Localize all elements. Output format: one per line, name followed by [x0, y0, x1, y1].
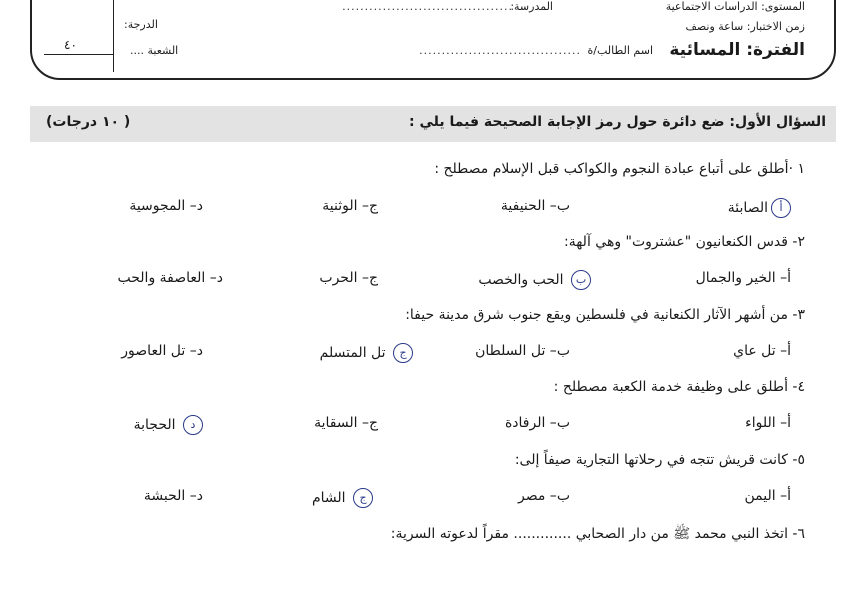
option-letter: د — [196, 198, 203, 214]
option-text: المجوسية — [129, 198, 186, 214]
option-letter: أ — [787, 488, 791, 504]
item-2-option-b — [478, 270, 591, 290]
section-label: الشعبة .... — [130, 44, 179, 57]
option-letter: د — [196, 488, 203, 504]
option-text: الرفادة — [504, 415, 546, 431]
item-1-stem: ١ ·أطلق على أتباع عبادة النجوم والكواكب قبل الإسلام مصطلح : — [434, 161, 805, 177]
option-letter: ب — [556, 488, 570, 504]
option-letter: د — [216, 270, 223, 286]
option-text: تل العاصور — [121, 343, 186, 359]
student-dots: .................................... — [419, 44, 581, 57]
grade-total: ٤٠ — [64, 38, 77, 52]
option-letter: ب — [556, 415, 570, 431]
item-2-option-c: ج– الحرب — [319, 270, 378, 286]
option-letter: ب — [556, 343, 570, 359]
item-5-option-c — [312, 488, 373, 508]
grade-divider — [44, 54, 114, 55]
item-3-option-a: أ– تل عاي — [733, 343, 791, 359]
grade-box — [44, 0, 114, 72]
option-text: اللواء — [745, 415, 776, 431]
option-letter: ج — [368, 198, 378, 214]
item-1-option-d: د– المجوسية — [129, 198, 203, 214]
item-4-option-c: ج– السقاية — [314, 415, 378, 431]
item-2-option-d: د– العاصفة والحب — [117, 270, 223, 286]
option-letter: أ — [787, 415, 791, 431]
option-text: الخير والجمال — [695, 270, 776, 286]
item-5-option-b: ب– مصر — [517, 488, 570, 504]
option-text: الحرب — [319, 270, 358, 286]
item-4-stem: ٤- أطلق على وظيفة خدمة الكعبة مصطلح : — [553, 379, 805, 395]
item-3-stem: ٣- من أشهر الآثار الكنعانية في فلسطين ويقع جنوب شرق مدينة حيفا: — [405, 307, 805, 323]
school-label: المدرسة: — [510, 0, 553, 13]
option-text: الوثنية — [322, 198, 358, 214]
option-text: الحجابة — [133, 417, 176, 433]
circled-letter: د — [183, 415, 203, 435]
option-text: الشام — [311, 490, 346, 506]
circled-letter: ب — [571, 270, 591, 290]
item-2-stem: ٢- قدس الكنعانيون "عشتروت" وهي آلهة: — [564, 234, 805, 250]
option-text: السقاية — [314, 415, 358, 431]
subject-label: المستوى: الدراسات الاجتماعية — [665, 0, 805, 13]
option-text: الحب والخصب — [478, 272, 564, 288]
duration-label: زمن الاختبار: ساعة ونصف — [685, 20, 805, 33]
option-letter: ج — [368, 415, 378, 431]
option-text: اليمن — [744, 488, 776, 504]
item-1-option-a — [728, 198, 791, 218]
item-6-stem: ٦- اتخذ النبي محمد ﷺ من دار الصحابي ............. مقراً لدعوته السرية: — [390, 526, 805, 542]
option-letter: ب — [556, 198, 570, 214]
item-3-option-b: ب– تل السلطان — [475, 343, 570, 359]
circled-letter: ج — [353, 488, 373, 508]
option-text: تل المتسلم — [319, 345, 386, 361]
item-1-option-c: ج– الوثنية — [322, 198, 378, 214]
item-4-option-a: أ– اللواء — [745, 415, 791, 431]
option-text: الحنيفية — [500, 198, 546, 214]
option-text: الحبشة — [143, 488, 186, 504]
item-5-option-a: أ– اليمن — [744, 488, 791, 504]
item-1-option-b: ب– الحنيفية — [500, 198, 570, 214]
option-text: الصابئة — [727, 200, 768, 216]
item-5-stem: ٥- كانت قريش تتجه في رحلاتها التجارية صيفاً إلى: — [514, 452, 805, 468]
option-text: مصر — [517, 488, 546, 504]
grade-label: الدرجة: — [124, 18, 158, 31]
option-letter: أ — [787, 270, 791, 286]
option-text: تل عاي — [733, 343, 776, 359]
option-letter: أ — [787, 343, 791, 359]
item-4-option-b: ب– الرفادة — [504, 415, 570, 431]
circled-letter: أ — [771, 198, 791, 218]
option-text: العاصفة والحب — [117, 270, 206, 286]
question-title: السؤال الأول: ضع دائرة حول رمز الإجابة الصحيحة فيما يلي : — [408, 114, 826, 130]
school-dots: ...................................... — [342, 0, 513, 13]
option-letter: د — [196, 343, 203, 359]
period-label: الفترة: المسائية — [669, 40, 805, 60]
student-label: اسم الطالب/ة — [587, 44, 653, 57]
item-3-option-c — [320, 343, 413, 363]
item-4-option-d — [134, 415, 203, 435]
question-marks: ( ١٠ درجات) — [46, 114, 131, 130]
option-letter: ج — [368, 270, 378, 286]
option-text: تل السلطان — [475, 343, 546, 359]
circled-letter: ج — [393, 343, 413, 363]
item-3-option-d: د– تل العاصور — [121, 343, 203, 359]
question-bar — [30, 106, 836, 142]
item-2-option-a: أ– الخير والجمال — [695, 270, 791, 286]
item-5-option-d: د– الحبشة — [143, 488, 203, 504]
